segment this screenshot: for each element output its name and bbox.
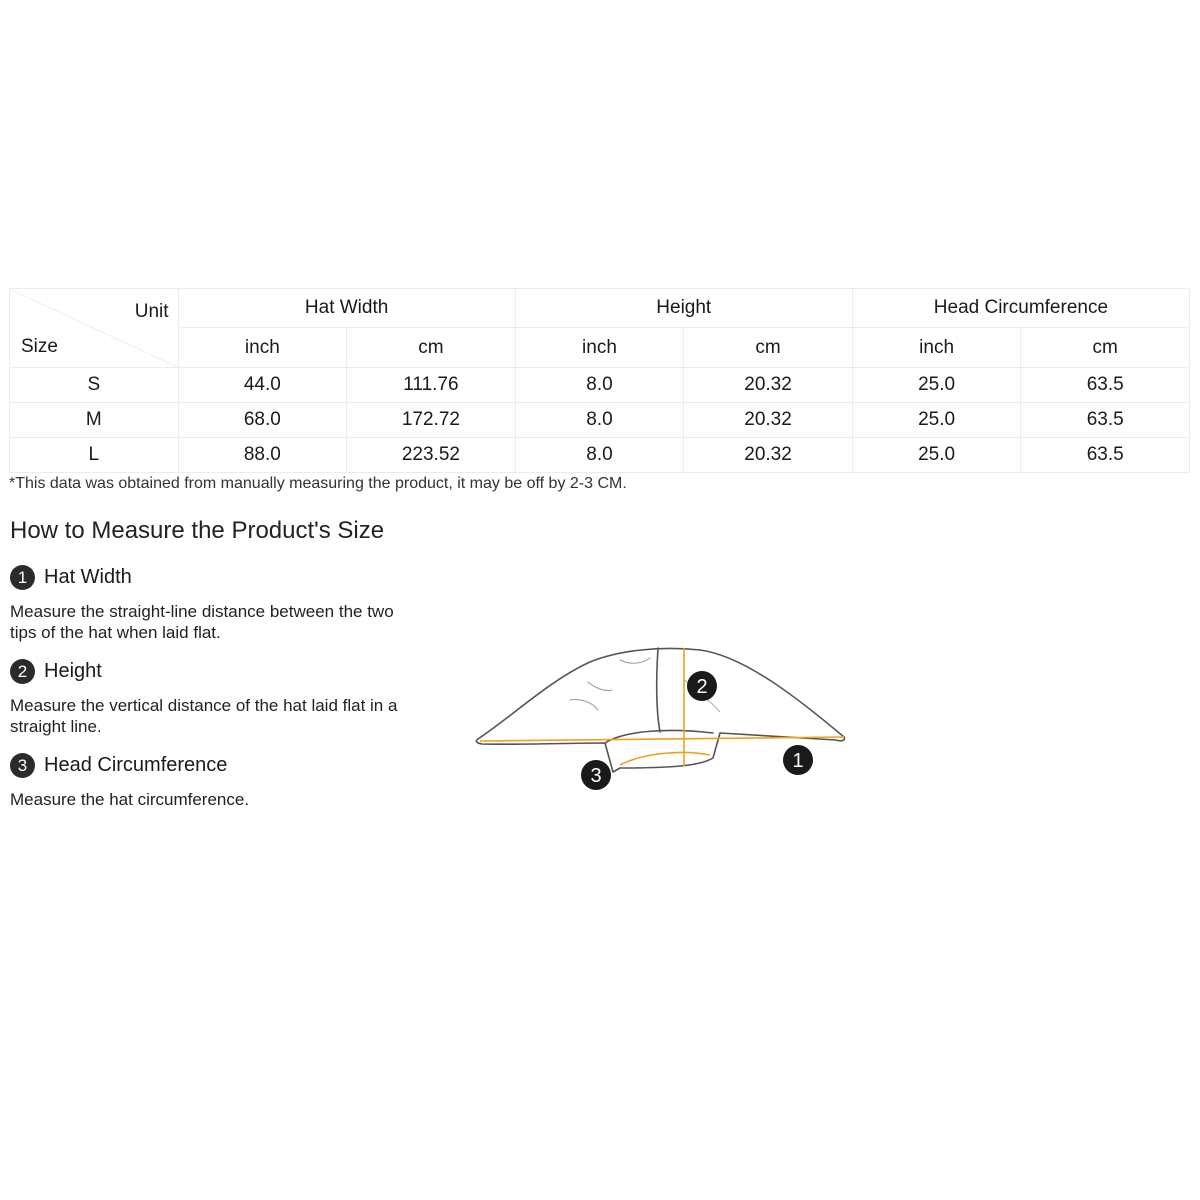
marker-3	[581, 760, 611, 790]
value-cell: 8.0	[515, 368, 684, 403]
unit-header: inch	[852, 328, 1021, 368]
table-row	[10, 368, 1190, 403]
how-to-measure-title: How to Measure the Product's Size	[10, 517, 385, 544]
value-cell: 44.0	[178, 368, 347, 403]
value-cell: 63.5	[1021, 438, 1190, 473]
step-heading-height	[10, 659, 102, 684]
step-heading-hat-width	[10, 565, 132, 590]
value-cell: 20.32	[684, 403, 853, 438]
table-row	[10, 438, 1190, 473]
value-cell: 223.52	[347, 438, 516, 473]
value-cell: 8.0	[515, 438, 684, 473]
unit-header: cm	[347, 328, 516, 368]
step-number-badge: 1	[10, 565, 35, 590]
unit-header: inch	[178, 328, 347, 368]
step-heading-head-circumference	[10, 753, 227, 778]
corner-unit-label: Unit	[134, 301, 169, 322]
marker-2	[687, 671, 717, 701]
marker-number: 1	[792, 750, 804, 772]
step-description: Measure the straight-line distance between the two tips of the hat when laid flat.	[10, 602, 394, 642]
value-cell: 172.72	[347, 403, 516, 438]
step-description: Measure the hat circumference.	[10, 790, 250, 809]
size-cell: L	[10, 438, 179, 473]
group-header-hat-width: Hat Width	[178, 289, 515, 328]
table-unit-row	[10, 328, 1190, 368]
marker-1	[783, 745, 813, 775]
size-cell: S	[10, 368, 179, 403]
unit-header: cm	[1021, 328, 1190, 368]
step-label: Height	[44, 660, 102, 682]
value-cell: 20.32	[684, 368, 853, 403]
marker-number: 3	[590, 765, 602, 787]
measurement-note: *This data was obtained from manually measuring the product, it may be off by 2-3 CM.	[9, 475, 627, 492]
group-header-head-circumference: Head Circumference	[852, 289, 1189, 328]
unit-header: cm	[684, 328, 853, 368]
hat-width-measure-line	[480, 737, 844, 741]
value-cell: 63.5	[1021, 403, 1190, 438]
marker-number: 2	[696, 676, 708, 698]
hat-measurement-illustration	[470, 540, 860, 840]
value-cell: 25.0	[852, 403, 1021, 438]
size-cell: M	[10, 403, 179, 438]
step-description: Measure the vertical distance of the hat laid flat in a straight line.	[10, 696, 398, 736]
value-cell: 20.32	[684, 438, 853, 473]
value-cell: 25.0	[852, 368, 1021, 403]
unit-header: inch	[515, 328, 684, 368]
value-cell: 63.5	[1021, 368, 1190, 403]
step-number-badge: 2	[10, 659, 35, 684]
group-header-height: Height	[515, 289, 852, 328]
value-cell: 68.0	[178, 403, 347, 438]
table-row	[10, 403, 1190, 438]
value-cell: 8.0	[515, 403, 684, 438]
step-label: Head Circumference	[44, 754, 228, 776]
step-number-badge: 3	[10, 753, 35, 778]
value-cell: 88.0	[178, 438, 347, 473]
corner-size-label: Size	[21, 336, 58, 357]
size-chart-table	[9, 288, 1190, 473]
table-header-row	[10, 289, 1190, 328]
value-cell: 25.0	[852, 438, 1021, 473]
value-cell: 111.76	[347, 368, 516, 403]
step-label: Hat Width	[44, 566, 132, 588]
table-corner-cell	[10, 289, 179, 368]
